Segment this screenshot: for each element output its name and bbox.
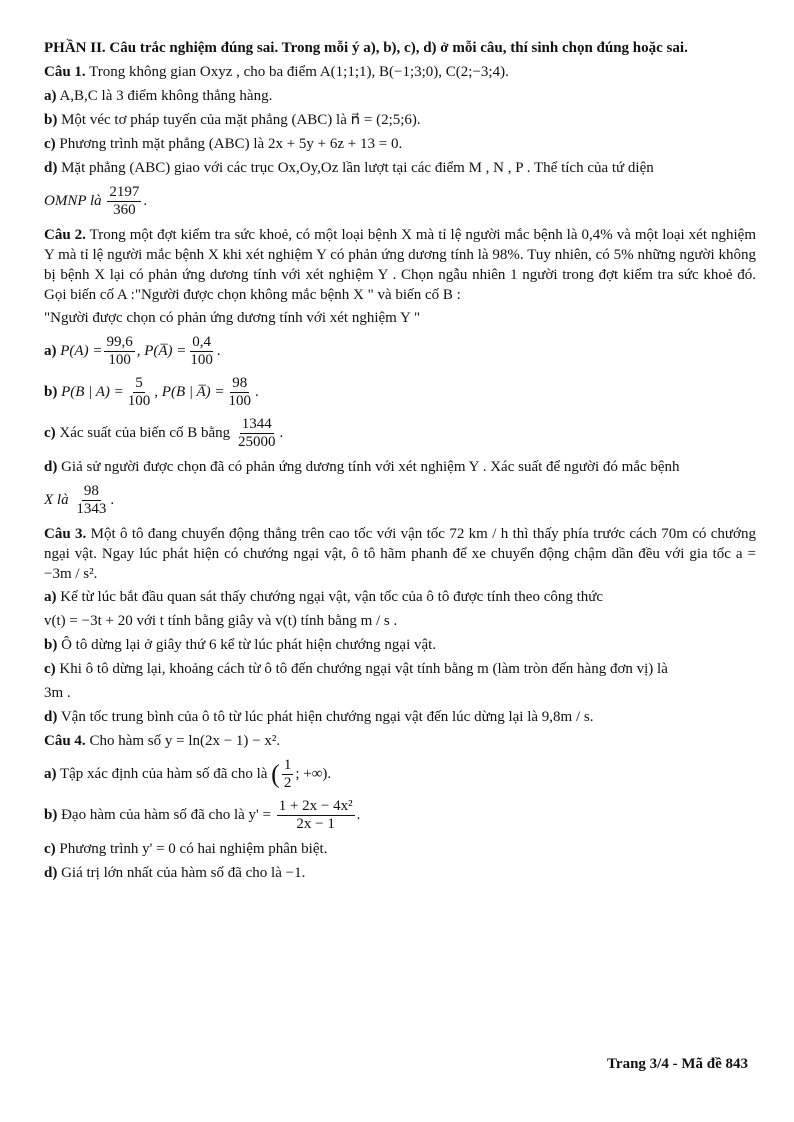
numerator: 0,4 xyxy=(192,334,211,350)
denominator: 2 xyxy=(283,775,292,791)
question-4 xyxy=(44,731,756,751)
paren-open: ( xyxy=(271,759,280,789)
denominator: 100 xyxy=(190,352,213,368)
q2-option-c xyxy=(44,416,756,451)
question-label: Câu 3. xyxy=(44,526,87,542)
q1-option-c xyxy=(44,134,756,154)
q3-option-a xyxy=(44,587,756,607)
fraction xyxy=(126,375,153,410)
denominator: 1343 xyxy=(76,501,107,517)
option-text: Vận tốc trung bình của ô tô từ lúc phát hiện chướng ngại vật đến lúc dừng lại là 9,8m / s. xyxy=(60,709,594,725)
section-heading: PHẦN II. Câu trắc nghiệm đúng sai. Trong mỗi ý a), b), c), d) ở mỗi câu, thí sinh chọn đúng hoặc sai. xyxy=(44,40,688,56)
question-label: Câu 1. xyxy=(44,64,86,80)
expr: P(A) = xyxy=(60,342,103,359)
option-label: a) xyxy=(44,88,57,104)
punct: . xyxy=(110,491,115,508)
question-stem: Trong không gian Oxyz , cho ba điểm A(1;1;1), B(−1;3;0), C(2;−3;4). xyxy=(89,64,509,80)
denominator: 100 xyxy=(127,393,151,409)
numerator: 1344 xyxy=(241,416,272,432)
option-text: Phương trình y' = 0 có hai nghiệm phân biệt. xyxy=(59,841,328,857)
expr: , P(A̅) = xyxy=(136,342,187,359)
option-label: b) xyxy=(44,637,58,653)
numerator: 99,6 xyxy=(106,334,133,350)
punct: . xyxy=(143,192,148,209)
punct: . xyxy=(216,342,221,359)
option-text: Khi ô tô dừng lại, khoảng cách từ ô tô đến chướng ngại vật tính bằng m (làm tròn đến hàng đơn vị) là xyxy=(59,661,668,677)
option-text: Một véc tơ pháp tuyến của mặt phẳng (ABC) là n⃗ = (2;5;6). xyxy=(61,112,421,128)
denominator: 360 xyxy=(113,202,136,218)
expr: , P(B | A̅) = xyxy=(154,383,225,400)
q2-stem-cont: "Người được chọn có phản ứng dương tính với xét nghiệm Y " xyxy=(44,310,421,326)
option-label: d) xyxy=(44,459,58,475)
option-label: d) xyxy=(44,709,58,725)
option-label: a) xyxy=(44,765,57,782)
denominator: 100 xyxy=(228,393,251,409)
q3-option-c-cont: 3m . xyxy=(44,685,71,701)
q4-option-c xyxy=(44,839,756,859)
option-label: b) xyxy=(44,806,58,823)
option-text: X là xyxy=(44,491,69,508)
fraction xyxy=(74,483,108,518)
fraction xyxy=(236,416,278,451)
option-text: Kể từ lúc bắt đầu quan sát thấy chướng ngại vật, vận tốc của ô tô được tính theo công thức xyxy=(60,589,604,605)
expr: P(B | A) = xyxy=(61,383,124,400)
q2-option-d xyxy=(44,457,756,477)
punct: . xyxy=(279,424,284,441)
option-text: Mặt phẳng (ABC) giao với các trục Ox,Oy,Oz lần lượt tại các điểm M , N , P . Thể tích của tứ diện xyxy=(61,160,654,176)
option-text: Giả sử người được chọn đã có phản ứng dương tính với xét nghiệm Y . Xác suất để người đó mắc bệnh xyxy=(61,459,680,475)
q4-option-b xyxy=(44,798,756,833)
denominator: 25000 xyxy=(237,434,276,450)
question-1 xyxy=(44,62,756,82)
question-3 xyxy=(44,524,756,584)
option-label: b) xyxy=(44,383,58,400)
option-label: c) xyxy=(44,841,56,857)
option-label: c) xyxy=(44,136,56,152)
option-label: a) xyxy=(44,589,57,605)
option-text: Giá trị lớn nhất của hàm số đã cho là −1. xyxy=(61,865,306,881)
page-footer: Trang 3/4 - Mã đề 843 xyxy=(607,1056,748,1072)
denominator: 2x − 1 xyxy=(296,816,335,832)
option-text: Phương trình mặt phẳng (ABC) là 2x + 5y + 6z + 13 = 0. xyxy=(59,136,403,152)
fraction xyxy=(188,334,215,369)
q2-option-d-cont xyxy=(44,483,756,518)
q1-option-d-cont xyxy=(44,184,756,219)
option-text: Ô tô dừng lại ở giây thứ 6 kể từ lúc phát hiện chướng ngại vật. xyxy=(61,637,437,653)
numerator: 98 xyxy=(83,483,99,499)
q2-option-a xyxy=(44,334,756,369)
option-text: OMNP là xyxy=(44,192,102,209)
question-stem: Một ô tô đang chuyển động thẳng trên cao tốc với vận tốc 72 km / h thì thấy phía trước cách 70m có chướng ngại vật. Ngay lúc phát hiện có chướng ngại vật, ô tô hãm phanh để xe chuyển động chậm dần đều với gia tốc a = −3m / s². xyxy=(44,526,756,582)
question-label: Câu 4. xyxy=(44,733,86,749)
question-2 xyxy=(44,225,756,305)
numerator: 1 + 2x − 4x² xyxy=(278,798,353,814)
option-label: d) xyxy=(44,865,58,881)
option-text: A,B,C là 3 điểm không thẳng hàng. xyxy=(59,88,273,104)
option-label: c) xyxy=(44,424,56,441)
option-text: Xác suất của biến cố B bằng xyxy=(59,424,231,441)
numerator: 5 xyxy=(135,375,143,391)
q2-option-b xyxy=(44,375,756,410)
fraction xyxy=(227,375,254,410)
interval-rest: ; +∞). xyxy=(295,765,332,782)
q4-option-a xyxy=(44,757,756,792)
numerator: 98 xyxy=(232,375,248,391)
fraction xyxy=(104,334,134,369)
punct: . xyxy=(356,806,361,823)
q4-option-d xyxy=(44,863,756,883)
q3-option-a-cont: v(t) = −3t + 20 với t tính bằng giây và v(t) tính bằng m / s . xyxy=(44,613,398,629)
denominator: 100 xyxy=(108,352,131,368)
option-label: c) xyxy=(44,661,56,677)
q3-option-b xyxy=(44,635,756,655)
q3-option-d xyxy=(44,707,756,727)
numerator: 1 xyxy=(283,757,292,773)
fraction xyxy=(107,184,141,219)
fraction xyxy=(282,757,294,792)
punct: . xyxy=(255,383,259,400)
numerator: 2197 xyxy=(109,184,140,200)
q3-option-c xyxy=(44,659,756,679)
option-text: Tập xác định của hàm số đã cho là xyxy=(59,765,268,782)
q1-option-b xyxy=(44,110,756,130)
option-label: d) xyxy=(44,160,58,176)
option-label: b) xyxy=(44,112,58,128)
question-stem: Trong một đợt kiểm tra sức khoẻ, có một loại bệnh X mà tỉ lệ người mắc bệnh là 0,4% và một loại xét nghiệm Y mà tỉ lệ người mắc bệnh X khi xét nghiệm Y có phản ứng dương tính là 98%. Tuy nhiên, có 5% những người không bị bệnh X lại có phản ứng dương tính với xét nghiệm Y . Chọn ngẫu nhiên 1 người trong đợt kiểm tra sức khoẻ đó. Gọi biến cố A :"Người được chọn không mắc bệnh X " và biến cố B : xyxy=(44,227,756,303)
q1-option-d xyxy=(44,158,756,178)
option-text: Đạo hàm của hàm số đã cho là y' = xyxy=(61,806,271,823)
fraction xyxy=(277,798,355,833)
question-stem: Cho hàm số y = ln(2x − 1) − x². xyxy=(89,733,281,749)
q1-option-a xyxy=(44,86,756,106)
exam-page xyxy=(44,38,756,887)
option-label: a) xyxy=(44,342,57,359)
question-label: Câu 2. xyxy=(44,227,86,243)
